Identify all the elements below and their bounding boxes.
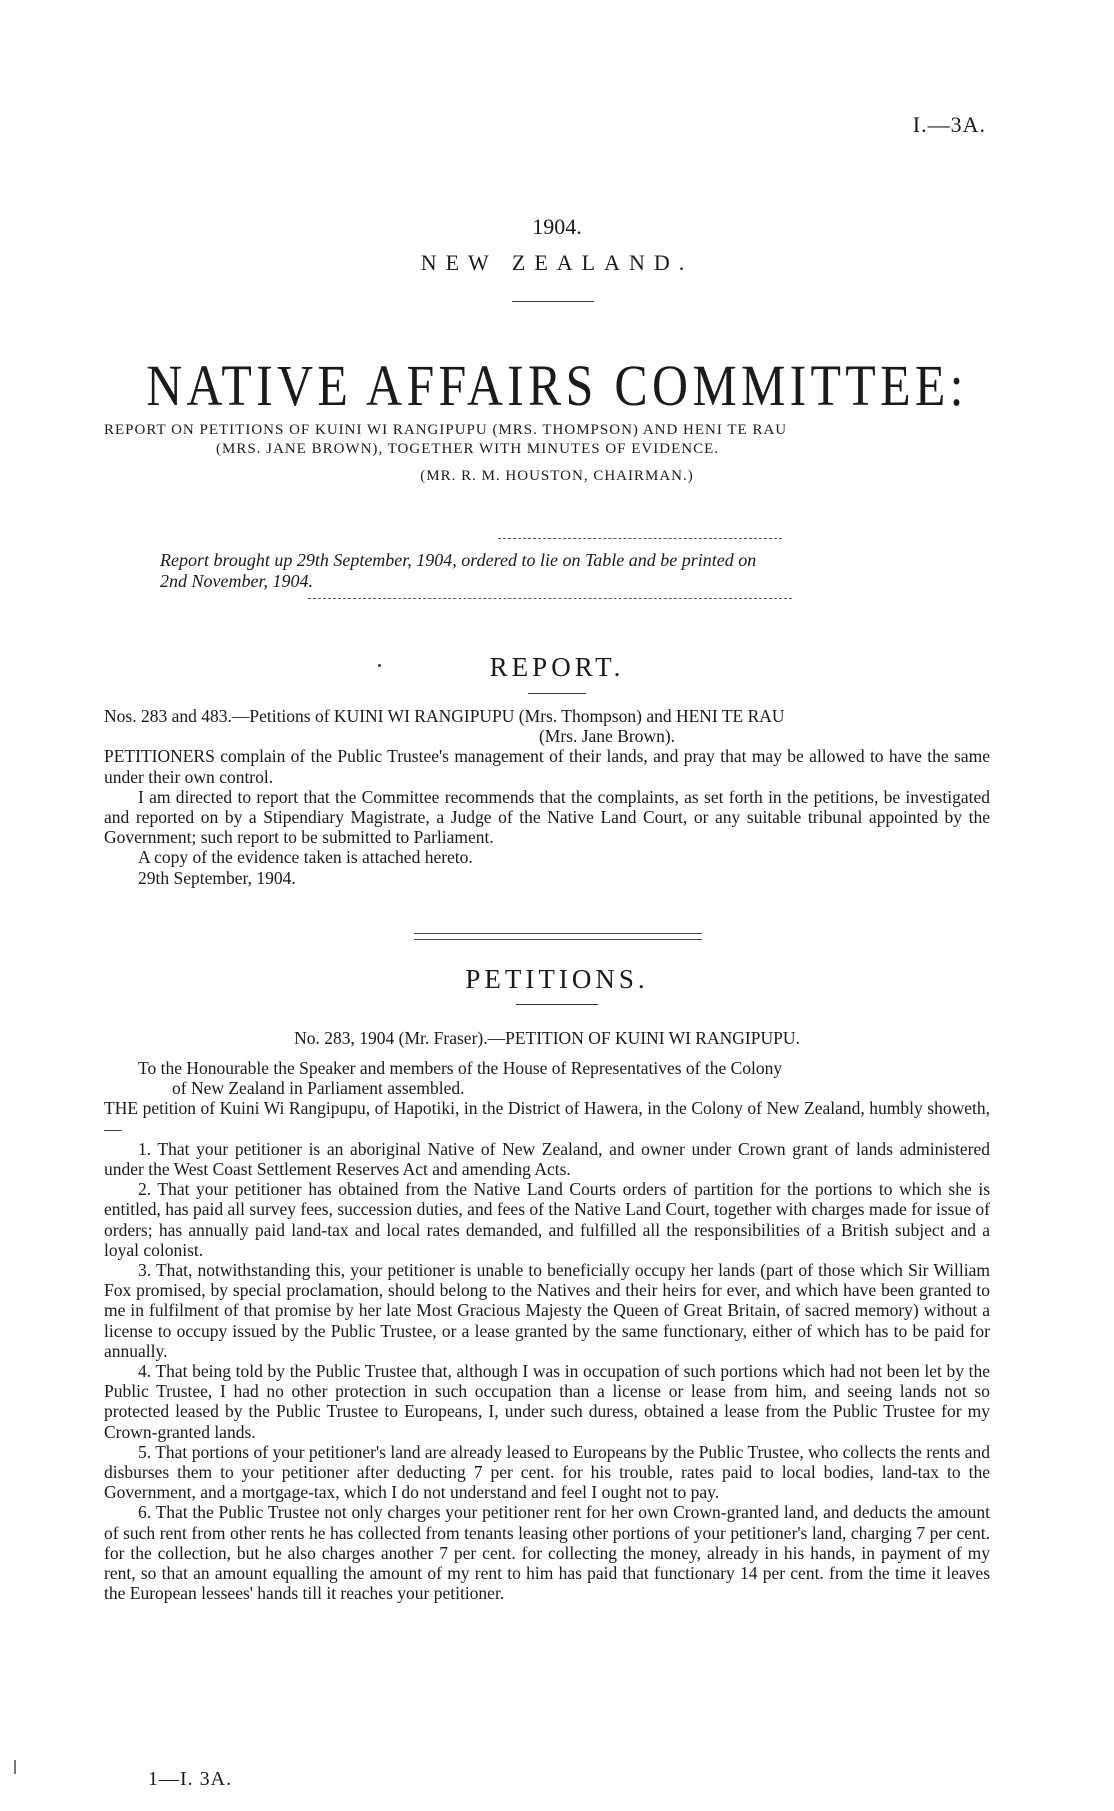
- chairman: (MR. R. M. HOUSTON, CHAIRMAN.): [420, 468, 694, 484]
- petition-clause-4: 4. That being told by the Public Trustee that, although I was in occupation of such portions which had not been let by the Public Trustee, I had no other protection in such occupation than a license or lease from him, and seeing lands not so protected leased by the Public Trustee to Europeans, I, under such duress, obtained a lease from the Public Trustee for my Crown-granted lands.: [104, 1361, 990, 1442]
- report-heading: REPORT.: [489, 652, 625, 682]
- petition-clause-6: 6. That the Public Trustee not only charges your petitioner rent for her own Crown-granted land, and deducts the amount of such rent from other rents he has collected from tenants leasing other portions of your petitioner's land, charging 7 per cent. for the collection, but he also charges another 7 per cent. for collecting the money, already in his hands, in payment of my rent, so that an amount equalling the amount of my rent to him has paid that functionary 14 per cent. from the time it leaves the European lessees' hands till it reaches your petitioner.: [104, 1502, 990, 1604]
- report-date: 29th September, 1904.: [138, 867, 296, 888]
- petition-intro: [104, 1098, 990, 1138]
- subtitle-line-2: (MRS. JANE BROWN), TOGETHER WITH MINUTES OF EVIDENCE.: [216, 441, 719, 457]
- petitions-heading: PETITIONS.: [465, 964, 649, 994]
- divider: [512, 301, 594, 302]
- divider: [308, 598, 792, 599]
- petition-clause-2: 2. That your petitioner has obtained from the Native Land Courts orders of partition for the portions to which she is entitled, has paid all survey fees, succession duties, and fees of the Native Land Court, together with charges made for issue of orders; has annually paid land-tax and local rates demanded, and fulfilled all the responsibilities of a British subject and a loyal colonist.: [104, 1179, 990, 1260]
- page-reference: I.—3A.: [912, 112, 986, 137]
- divider: [516, 1004, 598, 1005]
- petition-clause-1: 1. That your petitioner is an aboriginal Native of New Zealand, and owner under Crown grant of lands administered under the West Coast Settlement Reserves Act and amending Acts.: [104, 1138, 990, 1180]
- subtitle-line-1: REPORT ON PETITIONS OF KUINI WI RANGIPUPU (MRS. THOMPSON) AND HENI TE RAU: [104, 422, 788, 438]
- petition-clause-3: 3. That, notwithstanding this, your petitioner is unable to beneficially occupy her lands (part of those which Sir William Fox promised, by special proclamation, should belong to the Natives and their heirs for ever, and which have been granted to me in fulfilment of that promise by her late Most Gracious Majesty the Queen of Great Britain, of sacred memory) without a license to occupy issued by the Public Trustee, or a lease granted by the same functionary, either of which has to be paid for annually.: [104, 1260, 990, 1361]
- brought-line-2: 2nd November, 1904.: [160, 571, 313, 591]
- country: NEW ZEALAND.: [420, 250, 694, 275]
- subtitle: [104, 421, 990, 459]
- document-title: NATIVE AFFAIRS COMMITTEE:: [146, 353, 968, 418]
- margin-mark: [14, 1760, 16, 1774]
- intro-text: petition of Kuini Wi Rangipupu, of Hapotiki, in the District of Hawera, in the Colony of New Zealand, humbly showeth,—: [104, 1098, 990, 1139]
- footer-reference: 1—I. 3A.: [148, 1768, 233, 1790]
- report-paragraph-3: A copy of the evidence taken is attached hereto.: [138, 847, 473, 868]
- address-line-1: To the Honourable the Speaker and members of the House of Representatives of the Colony: [138, 1058, 783, 1078]
- petition-clause-5: 5. That portions of your petitioner's land are already leased to Europeans by the Public Trustee, who collects the rents and disburses them to your petitioner after deducting 7 per cent. for his trouble, rates paid to local bodies, land-tax to the Government, and a mortgage-tax, which I do not understand and feel I ought not to pay.: [104, 1441, 990, 1503]
- report-body: [104, 706, 990, 888]
- para-text: complain of the Public Trustee's management of their lands, and pray that may be allowed to have the same under their own control.: [104, 746, 991, 787]
- nos-line-1: Nos. 283 and 483.—Petitions of KUINI WI RANGIPUPU (Mrs. Thompson) and HENI TE RAU: [104, 706, 785, 726]
- report-paragraph-1: [104, 746, 990, 786]
- intro-lead: THE: [104, 1098, 139, 1119]
- address-line-2: of New Zealand in Parliament assembled.: [172, 1078, 465, 1099]
- nos-line-2: (Mrs. Jane Brown).: [538, 726, 676, 747]
- report-brought-up-note: [160, 550, 940, 592]
- report-paragraph-2: I am directed to report that the Committee recommends that the complaints, as set forth in the petitions, be investigated and reported on by a Stipendiary Magistrate, a Judge of the Native Land Court, or any suitable tribunal appointed by the Government; such report to be submitted to Parliament.: [104, 786, 990, 848]
- petition-address: [104, 1058, 990, 1098]
- petition-body: [104, 1058, 990, 1603]
- double-divider: [414, 933, 702, 940]
- brought-line-1: Report brought up 29th September, 1904, ordered to lie on Table and be printed on: [160, 550, 757, 570]
- petition-subheading: No. 283, 1904 (Mr. Fraser).—PETITION OF KUINI WI RANGIPUPU.: [294, 1028, 800, 1048]
- year: 1904.: [532, 214, 582, 239]
- divider: [498, 538, 782, 539]
- petition-numbers: [104, 706, 990, 746]
- divider: [528, 693, 586, 694]
- para-lead: PETITIONERS: [104, 746, 215, 767]
